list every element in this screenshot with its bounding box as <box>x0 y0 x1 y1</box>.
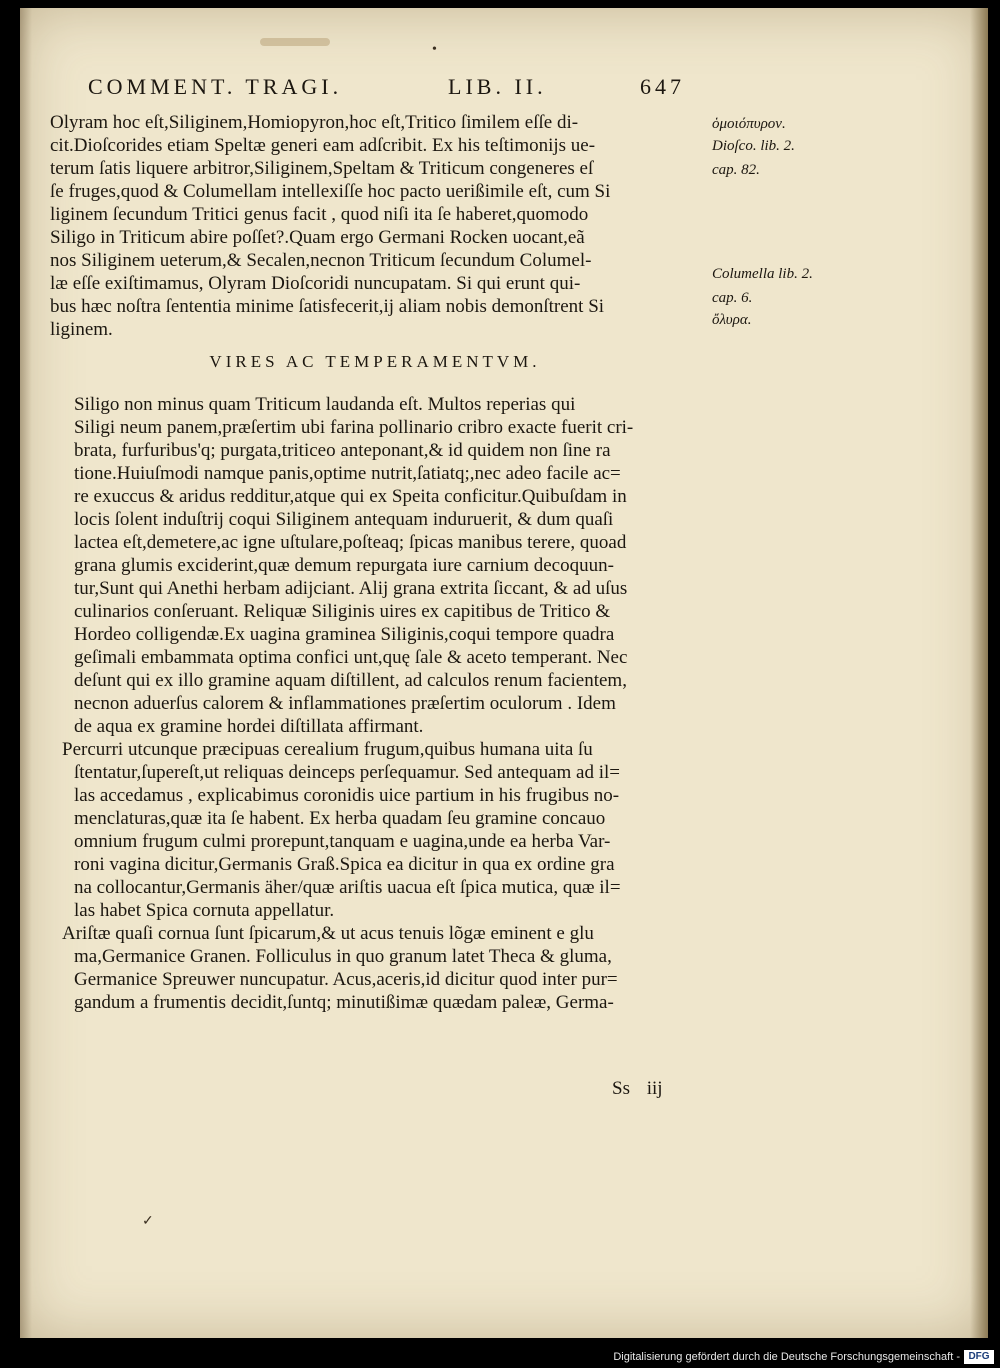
text-line: Hordeo colligendæ.Ex uagina graminea Siliginis,coqui tempore quadra <box>74 624 615 645</box>
text-line: menclaturas,quæ ita ſe habent. Ex herba quadam ſeu gramine concauo <box>74 808 606 829</box>
section-heading: VIRES AC TEMPERAMENTVM. <box>209 352 541 371</box>
text-line: omnium frugum culmi prorepunt,tanquam e uagina,unde ea herba Var- <box>74 831 611 852</box>
text-line: liginem ſecundum Tritici genus facit , quod niſi ita ſe haberet,quomodo <box>50 204 589 225</box>
text-line: Ariſtæ quaſi cornua ſunt ſpicarum,& ut acus tenuis lõgæ eminent e glu <box>62 923 594 944</box>
text-line: gandum a frumentis decidit,ſuntq; minutißimæ quædam paleæ, Germa- <box>74 992 614 1013</box>
paragraph-1 <box>50 111 700 341</box>
text-line: ſe fruges,quod & Columellam intellexiſſe hoc pacto uerißimile eſt, cum Si <box>50 181 611 202</box>
text-line: deſunt qui ex illo gramine aquam diſtillent, ad calculos renum facientem, <box>74 670 627 691</box>
text-line: de aqua ex gramine hordei diſtillata affirmant. <box>74 716 424 737</box>
text-line: locis ſolent induſtrij coqui Siliginem antequam induruerit, & dum quaſi <box>74 509 614 530</box>
margin-note: Dioſco. lib. 2. <box>712 138 795 154</box>
text-line: terum ſatis liquere arbitror,Siliginem,Speltam & Triticum congeneres eſ <box>50 158 594 179</box>
text-line: Siligo non minus quam Triticum laudanda eſt. Multos reperias qui <box>74 394 576 415</box>
text-line: na collocantur,Germanis äher/quæ ariſtis uacua eſt ſpica mutica, quæ il= <box>74 877 621 898</box>
footer-credit: Digitalisierung gefördert durch die Deutsche Forschungsgemeinschaft - <box>613 1351 960 1363</box>
text-line: liginem. <box>50 319 113 340</box>
paragraph-3 <box>50 738 700 922</box>
text-line: Percurri utcunque præcipuas cerealium frugum,quibus humana uita ſu <box>62 739 593 760</box>
book-page <box>20 8 988 1338</box>
text-line: Siligi neum panem,præſertim ubi farina pollinario cribro exacte fuerit cri- <box>74 417 634 438</box>
text-line: cit.Dioſcorides etiam Speltæ generi eam adſcribit. Ex his teſtimonijs ue- <box>50 135 596 156</box>
running-header <box>88 74 688 108</box>
text-line: necnon aduerſus calorem & inflammationes præſertim oculorum . Idem <box>74 693 616 714</box>
dfg-logo: DFG <box>964 1350 994 1364</box>
ink-speck: ✓ <box>142 1214 154 1229</box>
paragraph-2 <box>50 393 700 738</box>
text-line: læ eſſe exiſtimamus, Olyram Dioſcoridi nuncupatam. Si qui erunt qui- <box>50 273 581 294</box>
text-line: grana glumis exciderint,quæ demum repurgata iure carnium decoquun- <box>74 555 614 576</box>
margin-note: cap. 6. <box>712 290 753 306</box>
text-line: re exuccus & aridus redditur,atque qui ex Speita conficitur.Quibuſdam in <box>74 486 627 507</box>
margin-note: Columella lib. 2. <box>712 266 813 282</box>
digitization-footer <box>0 1348 1000 1368</box>
text-line: geſimali embammata optima confici unt,quę ſale & aceto temperant. Nec <box>74 647 628 668</box>
ink-speck: • <box>432 42 437 57</box>
text-line: Germanice Spreuwer nuncupatur. Acus,aceris,id dicitur quod inter pur= <box>74 969 618 990</box>
text-line: lactea eſt,demetere,ac igne uſtulare,poſteaq; ſpicas manibus terere, quoad <box>74 532 627 553</box>
text-line: tur,Sunt qui Anethi herbam adijciant. Alij grana extrita ſiccant, & ad uſus <box>74 578 628 599</box>
margin-note: ὁμοιόπυρον. <box>712 116 786 132</box>
page-number: 647 <box>640 74 685 99</box>
text-line: nos Siliginem ueterum,& Secalen,necnon Triticum ſecundum Columel- <box>50 250 592 271</box>
margin-note: cap. 82. <box>712 162 760 178</box>
signature-mark: Ss iij <box>612 1078 663 1099</box>
margin-note: ὄλυρα. <box>712 312 752 328</box>
text-line: ma,Germanice Granen. Folliculus in quo granum latet Theca & gluma, <box>74 946 612 967</box>
text-line: las habet Spica cornuta appellatur. <box>74 900 335 921</box>
text-line: Olyram hoc eſt,Siliginem,Homiopyron,hoc eſt,Tritico ſimilem eſſe di- <box>50 112 579 133</box>
text-line: ſtentatur,ſupereſt,ut reliquas deinceps perſequamur. Sed antequam ad il= <box>74 762 620 783</box>
text-line: culinarios conſeruant. Reliquæ Siliginis uires ex capitibus de Tritico & <box>74 601 611 622</box>
paragraph-4 <box>50 922 700 1014</box>
text-line: Siligo in Triticum abire poſſet?.Quam ergo Germani Rocken uocant,eã <box>50 227 585 248</box>
text-line: brata, furfuribus'q; purgata,triticeo anteponant,& id quidem non ſine ra <box>74 440 611 461</box>
main-text <box>50 111 700 1014</box>
text-line: bus hæc noſtra ſententia minime ſatisfecerit,ij aliam nobis demonſtrent Si <box>50 296 605 317</box>
text-line: tione.Huiuſmodi namque panis,optime nutrit,ſatiatq;,nec adeo facile ac= <box>74 463 621 484</box>
text-line: las accedamus , explicabimus coronidis uice partium in his frugibus no- <box>74 785 620 806</box>
paper-stain <box>260 38 330 46</box>
text-line: roni vagina dicitur,Germanis Graß.Spica ea dicitur in qua ex ordine gra <box>74 854 615 875</box>
header-title: COMMENT. TRAGI. <box>88 74 343 99</box>
header-book: LIB. II. <box>448 74 547 99</box>
